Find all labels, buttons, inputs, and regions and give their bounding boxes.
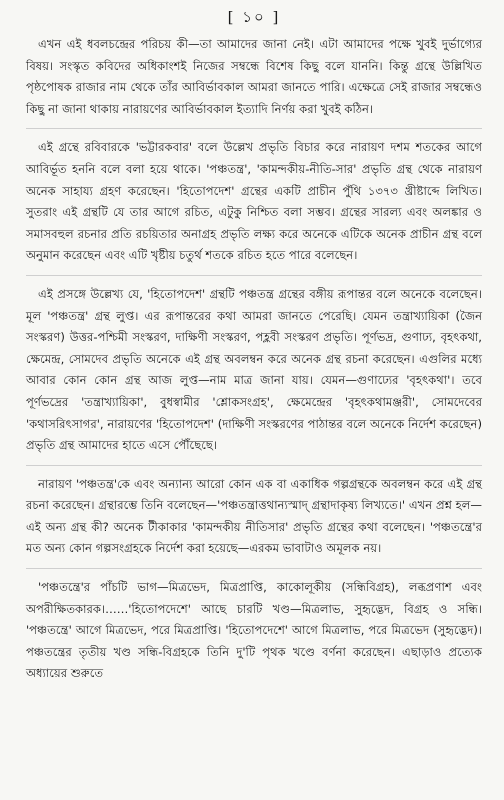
- paragraph-divider: [26, 128, 482, 129]
- paragraph-3: এই প্রসঙ্গে উল্লেখ্য যে, 'হিতোপদেশ' গ্রন্থটি পঞ্চতন্ত্র গ্রন্থের বঙ্গীয় রূপান্তর বলে অনেকে বলেছেন। মূল 'পঞ্চতন্ত্র' গ্রন্থ লুপ্ত। এর রূপান্তরের কথা আমরা জানতে পেরেছি। যেমন তন্ত্রাখ্যায়িকা (জৈন সংস্করণ) উত্তর-পশ্চিমী সংস্করণ, দাক্ষিণী সংস্করণ, পহ্লবী সংস্করণ প্রভৃতি। পূর্ণভদ্র, গুণাঢ্য, বৃহৎকথা, ক্ষেমেন্দ্র, সোমদেব প্রভৃতি অনেকে এই গ্রন্থ অবলম্বন করে অনেক গ্রন্থ রচনা করেছেন। এগুলির মধ্যে আবার কোন কোন গ্রন্থ আজ লুপ্ত—নাম মাত্র জানা যায়। যেমন—গুণাঢ্যের 'বৃহৎকথা'। তবে পূর্ণভদ্রের 'তন্ত্রাখ্যায়িকা', বুধস্বামীর 'শ্লোকসংগ্রহ', ক্ষেমেন্দ্রের 'বৃহৎকথামঞ্জরী', সোমদেবের 'কথাসরিৎসাগর', নারায়ণের 'হিতোপদেশ' (দাক্ষিণী সংস্করণের পাঠান্তর বলে অনেকে নির্দেশ করেছেন) প্রভৃতি গ্রন্থ আমাদের হাতে এসে পৌঁছেছে।: [26, 286, 482, 453]
- page-number: [ ১০ ]: [227, 8, 281, 26]
- paragraph-1: এখন এই ধবলচন্দ্রের পরিচয় কী—তা আমাদের জানা নেই। এটা আমাদের পক্ষে খুবই দুর্ভাগ্যের বিষয়। সংস্কৃত কবিদের অধিকাংশই নিজের সম্বন্ধে বিশেষ কিছু বলে যাননি। কিন্তু গ্রন্থে উল্লিখিত পৃষ্ঠপোষক রাজার নাম থেকে তাঁর আবির্ভাবকাল আমরা জানতে পারি। এক্ষেত্রে সেই রাজার সম্বন্ধেও কিছু না জানা থাকায় নারায়ণের আবির্ভাবকাল ইত্যাদি নির্ণয় করা খুবই কঠিন।: [26, 37, 482, 116]
- paragraph-2: এই গ্রন্থে রবিবারকে 'ভট্টারকবার' বলে উল্লেখ প্রভৃতি বিচার করে নারায়ণ দশম শতকের আগে আবির্ভূত হননি বলে বলা হয়ে থাকে। 'পঞ্চতন্ত্র', 'কামন্দকীয়-নীতি-সার' প্রভৃতি গ্রন্থ থেকে নারায়ণ অনেক সাহায্য গ্রহণ করেছেন। 'হিতোপদেশ' গ্রন্থের একটি প্রাচীন পুঁথি ১৩৭৩ খ্রীষ্টাব্দে লিখিত। সুতরাং এই গ্রন্থটি যে তার আগে রচিত, এটুকু নিশ্চিত বলা সম্ভব। গ্রন্থের সারল্য এবং অলঙ্কার ও সমাসবহুল রচনার প্রতি রচয়িতার অনাগ্রহ প্রভৃতি লক্ষ্য করে অনেকে এটিকে অনেক প্রাচীন গ্রন্থ বলে অনুমান করেছেন এবং এটি খৃষ্টীয় চতুর্থ শতকে রচিত হতে পারে বলেছেন।: [26, 140, 482, 263]
- paragraph-divider: [26, 568, 482, 569]
- paragraph-divider: [26, 465, 482, 466]
- paragraph-4: নারায়ণ 'পঞ্চতন্ত্র'কে এবং অন্যান্য আরো কোন এক বা একাধিক গল্পগ্রন্থকে অবলম্বন করে এই গ্রন্থ রচনা করেছেন। গ্রন্থারম্ভে তিনি বলেছেন—'পঞ্চতন্ত্রাত্তথান্যস্মাদ্ গ্রন্থাদাকৃষ্য লিখ্যতে।' এখন প্রশ্ন হল—এই অন্য গ্রন্থ কী? অনেক টীকাকার 'কামন্দকীয় নীতিসার' প্রভৃতি গ্রন্থের কথা বলেছেন। 'পঞ্চতন্ত্রে'র মত অন্য কোন গল্পসংগ্রহকে নির্দেশ করা হয়েছে—এরকম ভাবাটাও অমূলক নয়।: [26, 476, 482, 556]
- paragraph-divider: [26, 275, 482, 276]
- paragraph-5: 'পঞ্চতন্ত্রে'র পাঁচটি ভাগ—মিত্রভেদ, মিত্রপ্রাপ্তি, কাকোলূকীয় (সন্ধিবিগ্রহ), লব্ধপ্রণাশ এবং অপরীক্ষিতকারক।……'হিতোপদেশে' আছে চারটি খণ্ড—মিত্রলাভ, সুহৃদ্ভেদ, বিগ্রহ ও সন্ধি। 'পঞ্চতন্ত্রে' আগে মিত্রভেদ, পরে মিত্রপ্রাপ্তি। 'হিতোপদেশে' আগে মিত্রলাভ, পরে মিত্রভেদ (সুহৃদ্ভেদ)। পঞ্চতন্ত্রের তৃতীয় খণ্ড সন্ধি-বিগ্রহকে তিনি দু'টি পৃথক খণ্ডে বর্ণনা করেছেন। এছাড়াও প্রত্যেক অধ্যায়ের শুরুতে: [26, 580, 482, 681]
